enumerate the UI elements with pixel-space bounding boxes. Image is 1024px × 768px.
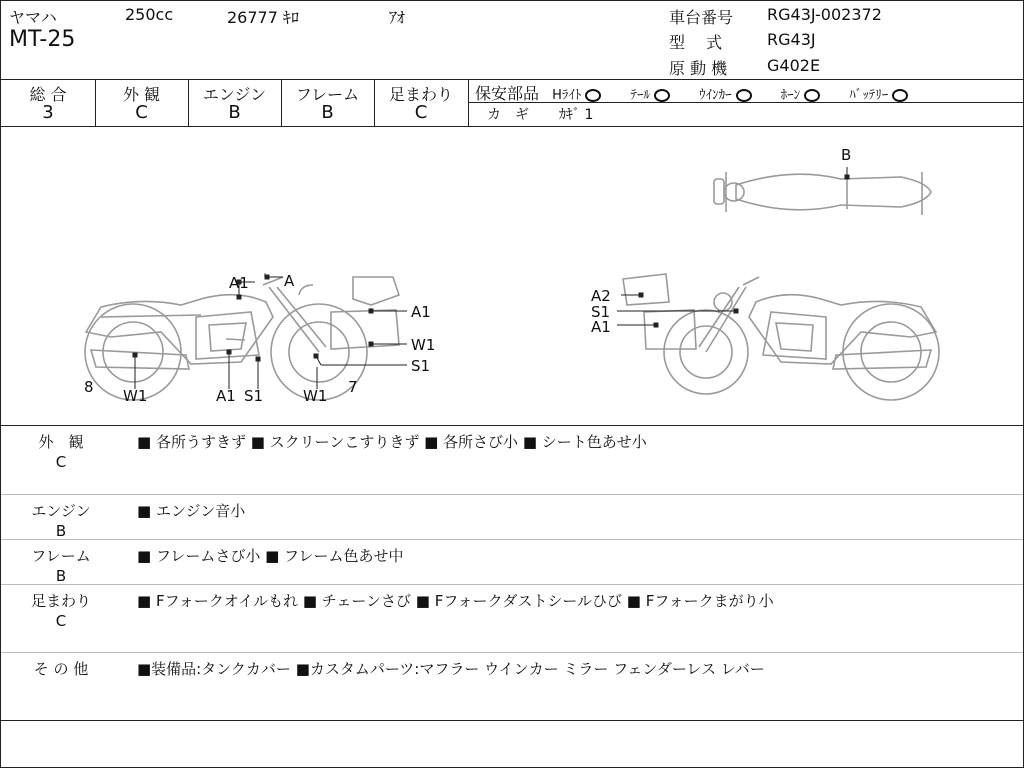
grade-exterior: 外 観 C [122,85,161,123]
ok-circle-icon [736,89,752,102]
safety-battery: ﾊﾞｯﾃﾘｰ [849,84,908,103]
ok-circle-icon [804,89,820,102]
label-8: 8 [84,378,94,396]
frame-no: RG43J-002372 [767,5,882,24]
type-value: RG43J [767,30,816,49]
section-label: エンジン [31,502,91,520]
divider [1,652,1023,653]
engine-value: G402E [767,56,821,75]
divider [1,720,1023,721]
safety-label: 保安部品 [475,84,540,103]
color: ｱｵ [389,8,406,27]
motorcycle-diagram [1,127,1023,425]
label-w1-rear: W1 [123,387,148,405]
right-bike-icon [623,274,939,400]
section-details: ■ 各所うすきず ■ スクリーンこすりきず ■ 各所さび小 ■ シート色あせ小 [137,433,647,451]
model-name: MT-25 [9,27,76,52]
type-label: 型 式 [669,33,723,52]
label-top-b: B [841,146,852,164]
key-label: カ ギ [487,107,529,123]
frame-no-label: 車台番号 [669,8,734,27]
section-grade: C [55,453,67,471]
top-view-icon [714,172,931,215]
ok-circle-icon [654,89,670,102]
label-a2-right: A2 [591,287,611,305]
ok-circle-icon [585,89,601,102]
label-s1-fork: S1 [411,357,431,375]
section-details: ■ エンジン音小 [137,502,246,520]
section-label: フレーム [31,547,91,565]
label-a1-cowl: A1 [411,303,431,321]
displacement: 250cc [125,5,174,24]
safety-headlight: Hﾗｲﾄ [552,84,601,103]
engine-label: 原 動 機 [669,59,728,78]
label-a1-tank: A1 [229,274,249,292]
label-a1-right: A1 [591,318,611,336]
key-value: ｶｷﾞ 1 [559,107,594,123]
grade-engine: エンジン B [202,85,267,123]
divider [1,584,1023,585]
mileage: 26777 ｷﾛ [227,8,299,27]
label-s1-engine: S1 [244,387,264,405]
label-7: 7 [348,378,358,396]
divider [468,79,469,126]
label-a1-engine: A1 [216,387,236,405]
section-grade: C [55,612,67,630]
label-w1-front: W1 [303,387,328,405]
divider [1,425,1023,426]
label-a-mirror: A [284,272,295,290]
section-label: そ の 他 [33,660,89,678]
section-details: ■ Fフォークオイルもれ ■ チェーンさび ■ Fフォークダストシールひび ■ Fフォークまがり小 [137,592,774,610]
section-label: 外 観 [38,433,84,451]
grade-suspension: 足まわり C [388,85,453,123]
grade-overall: 総 合 3 [29,85,67,123]
safety-winker: ｳｲﾝｶｰ [699,84,752,103]
maker: ヤマハ [9,8,57,27]
grade-frame: フレーム B [295,85,360,123]
key-info [487,104,623,124]
label-s1-right: S1 [591,303,611,321]
section-grade: B [55,522,67,540]
section-grade: B [55,567,67,585]
safety-tail: ﾃｰﾙ [630,84,670,103]
damage-diagram [1,127,1023,425]
safety-horn: ﾎｰﾝ [781,84,821,103]
divider [1,494,1023,495]
section-label: 足まわり [30,592,91,610]
divider [1,539,1023,540]
section-details: ■装備品:タンクカバー ■カスタムパーツ:マフラー ウインカー ミラー フェンダーレス レバー [137,660,765,678]
safety-parts [475,81,908,104]
label-w1-cowl: W1 [411,336,436,354]
section-details: ■ フレームさび小 ■ フレーム色あせ中 [137,547,404,565]
ok-circle-icon [892,89,908,102]
